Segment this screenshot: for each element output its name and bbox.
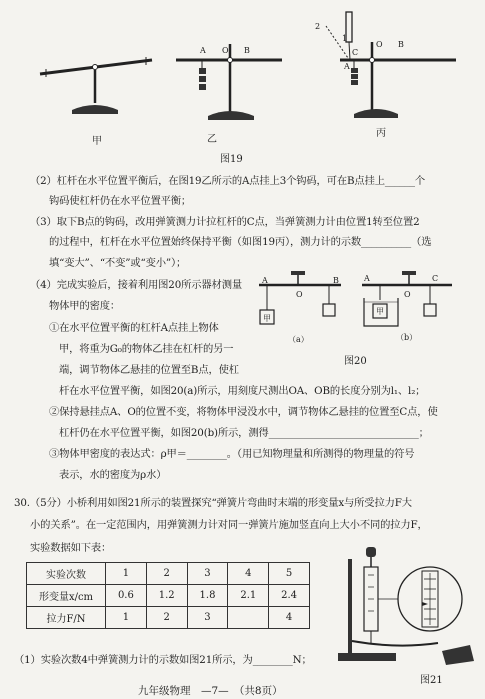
fig19-jia-label: 甲: [92, 136, 102, 147]
fig19-bing-pos1: 1: [342, 34, 348, 43]
fig19-yi-point-o: O: [222, 46, 229, 55]
step2-line-1: ②保持悬挂点A、O的位置不变，将物体甲浸没水中，调节物体乙悬挂的位置至C点，使: [49, 406, 438, 418]
step1-line-1: ①在水平位置平衡的杠杆A点挂上物体: [49, 322, 219, 334]
fig20b-point-a: A: [364, 274, 370, 283]
table-cell: 1.2: [146, 585, 187, 607]
table-cell: 4: [269, 607, 310, 629]
fig19-bing-pos2: 2: [315, 22, 321, 31]
table-cell: 1: [106, 607, 147, 629]
step1-line-4: 杆在水平位置平衡，如图20(a)所示，用刻度尺测出OA、OB的长度分别为l₁、l₂；: [59, 385, 426, 397]
fig19-bing-point-a: A: [344, 62, 350, 71]
q3-line-1: （3）取下B点的钩码，改用弹簧测力计拉杠杆的C点，当弹簧测力计由位置1转至位置2: [30, 216, 420, 228]
step1-line-2: 甲，将重为G₀的物体乙挂在杠杆的另一: [59, 343, 234, 355]
table-cell: 5: [269, 563, 310, 585]
fig19-caption: 图19: [220, 154, 243, 165]
table-cell: 2.4: [269, 585, 310, 607]
q2-line-2: 钩码使杠杆仍在水平位置平衡；: [49, 195, 192, 207]
table-cell: 3: [187, 563, 228, 585]
q30-line-2: 小的关系”。在一定范围内，用弹簧测力计对同一弹簧片施加竖直向上大小不同的拉力F，: [30, 519, 428, 531]
fig20-caption: 图20: [344, 356, 367, 367]
fig19-bing-label: 丙: [376, 128, 386, 139]
step3-line-1: ③物体甲密度的表达式：ρ甲＝________。（用已知物理量和所测得的物理量的符号: [49, 448, 415, 460]
step1-line-3: 端，调节物体乙悬挂的位置至B点，使杠: [59, 364, 239, 376]
fig20b-label: （b）: [396, 333, 418, 342]
table-cell: 2: [146, 607, 187, 629]
fig19-yi-point-b: B: [244, 46, 250, 55]
table-cell: 3: [187, 607, 228, 629]
q4-line-1: （4）完成实验后，接着利用图20所示器材测量: [30, 279, 242, 291]
fig19-yi-point-a: A: [200, 46, 206, 55]
fig19-yi-label: 乙: [207, 134, 217, 145]
table-cell: 拉力F/N: [27, 607, 106, 629]
table-cell: 1.8: [187, 585, 228, 607]
fig20a-point-b: B: [333, 276, 339, 285]
step3-line-2: 表示，水的密度为ρ水）: [59, 469, 167, 481]
fig19-bing-diagram: [306, 8, 466, 140]
fig20b-point-c: C: [432, 274, 439, 283]
table-row: [27, 563, 310, 585]
fig19-bing-point-c: C: [352, 48, 359, 57]
fig20a-label: （a）: [288, 335, 309, 344]
fig19-yi-diagram: [172, 32, 292, 142]
fig21-caption: 图21: [420, 675, 443, 686]
q30-sub1: （1）实验次数4中弹簧测力计的示数如图21所示，为________N；: [14, 654, 312, 666]
fig20a-point-a: A: [262, 276, 268, 285]
fig21-diagram: [338, 545, 476, 673]
table-cell: 1: [106, 563, 147, 585]
table-cell: 形变量x/cm: [27, 585, 106, 607]
fig20b-diagram: [358, 268, 456, 338]
table-row: [27, 607, 310, 629]
table-cell: 2.1: [228, 585, 269, 607]
fig20b-point-o: O: [404, 290, 411, 299]
q30-line-1: 30.（5分）小桥利用如图21所示的装置探究“弹簧片弯曲时末端的形变量x与所受拉力F大: [14, 497, 412, 509]
fig20a-jia: 甲: [263, 314, 271, 323]
table-cell: 4: [228, 563, 269, 585]
step2-line-2: 杠杆仍在水平位置平衡，如图20(b)所示，测得______________________________；: [59, 427, 429, 439]
q3-line-3: 填“变大”、“不变”或“变小”）；: [49, 257, 187, 269]
fig20a-diagram: [255, 268, 345, 338]
experiment-data-table: [26, 562, 310, 629]
table-cell: [228, 607, 269, 629]
table-row: [27, 585, 310, 607]
fig20a-point-o: O: [296, 290, 303, 299]
fig20b-jia: 甲: [376, 307, 384, 316]
table-cell: 2: [146, 563, 187, 585]
table-cell: 实验次数: [27, 563, 106, 585]
q4-line-2: 物体甲的密度：: [49, 300, 121, 312]
q2-line-1: （2）杠杆在水平位置平衡后，在图19乙所示的A点挂上3个钩码，可在B点挂上______个: [30, 175, 425, 187]
fig19-bing-point-o: O: [376, 40, 383, 49]
page-footer: 九年级物理 —7— （共8页）: [138, 685, 283, 697]
q30-line-3: 实验数据如下表：: [30, 542, 112, 554]
q3-line-2: 的过程中，杠杆在水平位置始终保持平衡（如图19丙），测力计的示数__________（选: [49, 236, 432, 248]
fig19-bing-point-b: B: [398, 40, 404, 49]
table-cell: 0.6: [106, 585, 147, 607]
